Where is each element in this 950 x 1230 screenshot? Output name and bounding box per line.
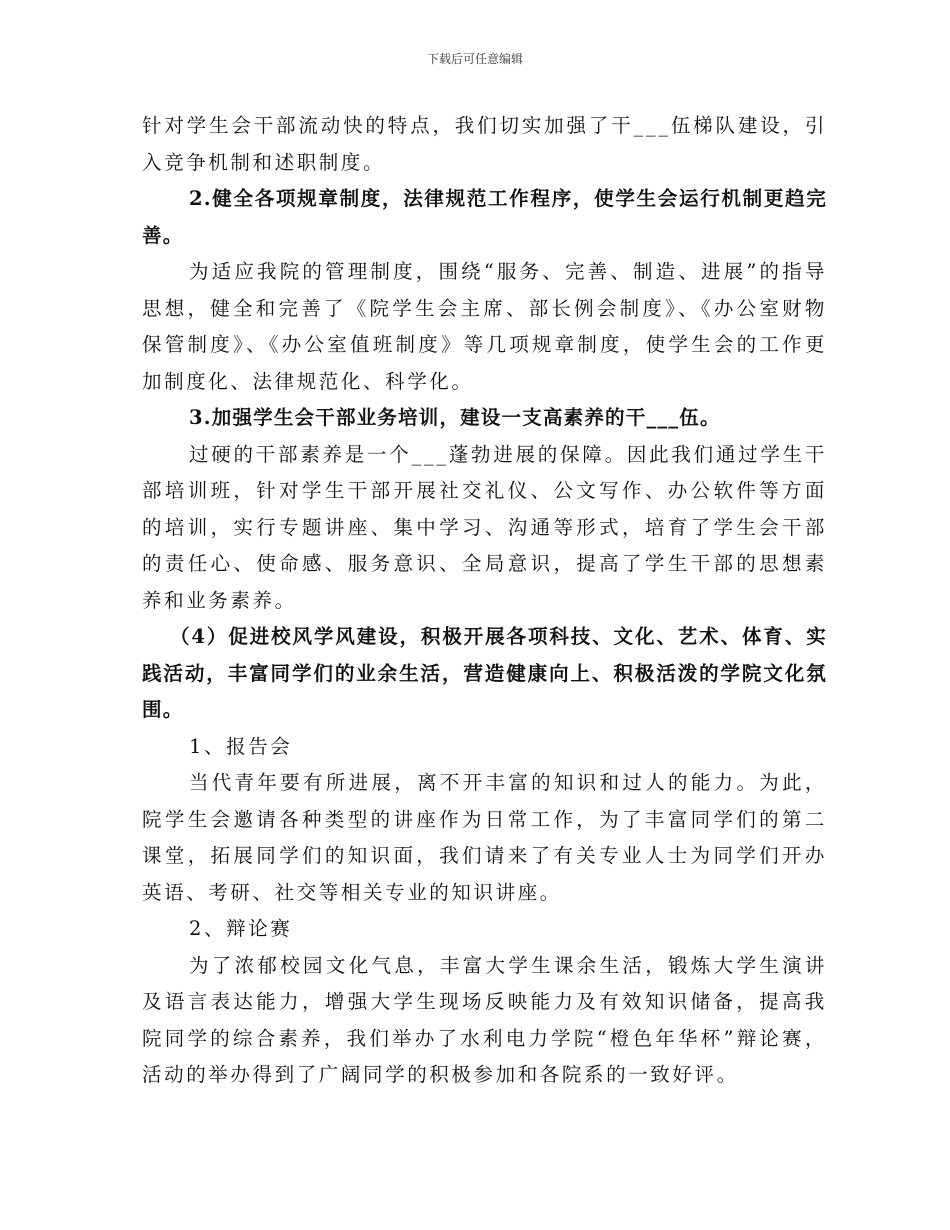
- paragraph-debate: 为了浓郁校园文化气息，丰富大学生课余生活，锻炼大学生演讲及语言表达能力，增强大学生现场反映能力及有效知识储备，提高我院同学的综合素养，我们举办了水利电力学院“橙色年华杯”辩论赛，活动的举办得到了广阔同学的积极参加和各院系的一致好评。: [142, 953, 827, 1086]
- heading-2: 2.健全各项规章制度，法律规范工作程序，使学生会运行机制更趋完善。: [142, 187, 827, 247]
- paragraph-3: 过硬的干部素养是一个___蓬勃进展的保障。因此我们通过学生干部培训班，针对学生干部开展社交礼仪、公文写作、办公软件等方面的培训，实行专题讲座、集中学习、沟通等形式，培育了学生会干部的责任心、使命感、服务意识、全局意识，提高了学生干部的思想素养和业务素养。: [142, 442, 827, 612]
- subheading-debate: 2、辩论赛: [189, 917, 293, 940]
- heading-3: 3.加强学生会干部业务培训，建设一支高素养的干___伍。: [189, 406, 721, 429]
- page-header: 下载后可任意编辑: [426, 52, 523, 66]
- heading-4: （4）促进校风学风建设，积极开展各项科技、文化、艺术、体育、实践活动，丰富同学们的业余生活，营造健康向上、积极活泼的学院文化氛围。: [142, 625, 827, 721]
- document-body: [142, 108, 827, 1094]
- paragraph-2: 为适应我院的管理制度，围绕“服务、完善、制造、进展”的指导思想，健全和完善了《院学生会主席、部长例会制度》、《办公室财物保管制度》、《办公室值班制度》等几项规章制度，使学生会的工作更加制度化、法律规范化、科学化。: [142, 260, 827, 393]
- paragraph-report: 当代青年要有所进展，离不开丰富的知识和过人的能力。为此，院学生会邀请各种类型的讲座作为日常工作，为了丰富同学们的第二课堂，拓展同学们的知识面，我们请来了有关专业人士为同学们开办英语、考研、社交等相关专业的知识讲座。: [142, 771, 827, 904]
- paragraph-1: 针对学生会干部流动快的特点，我们切实加强了干___伍梯队建设，引入竞争机制和述职制度。: [142, 114, 827, 174]
- subheading-report: 1、报告会: [189, 734, 293, 758]
